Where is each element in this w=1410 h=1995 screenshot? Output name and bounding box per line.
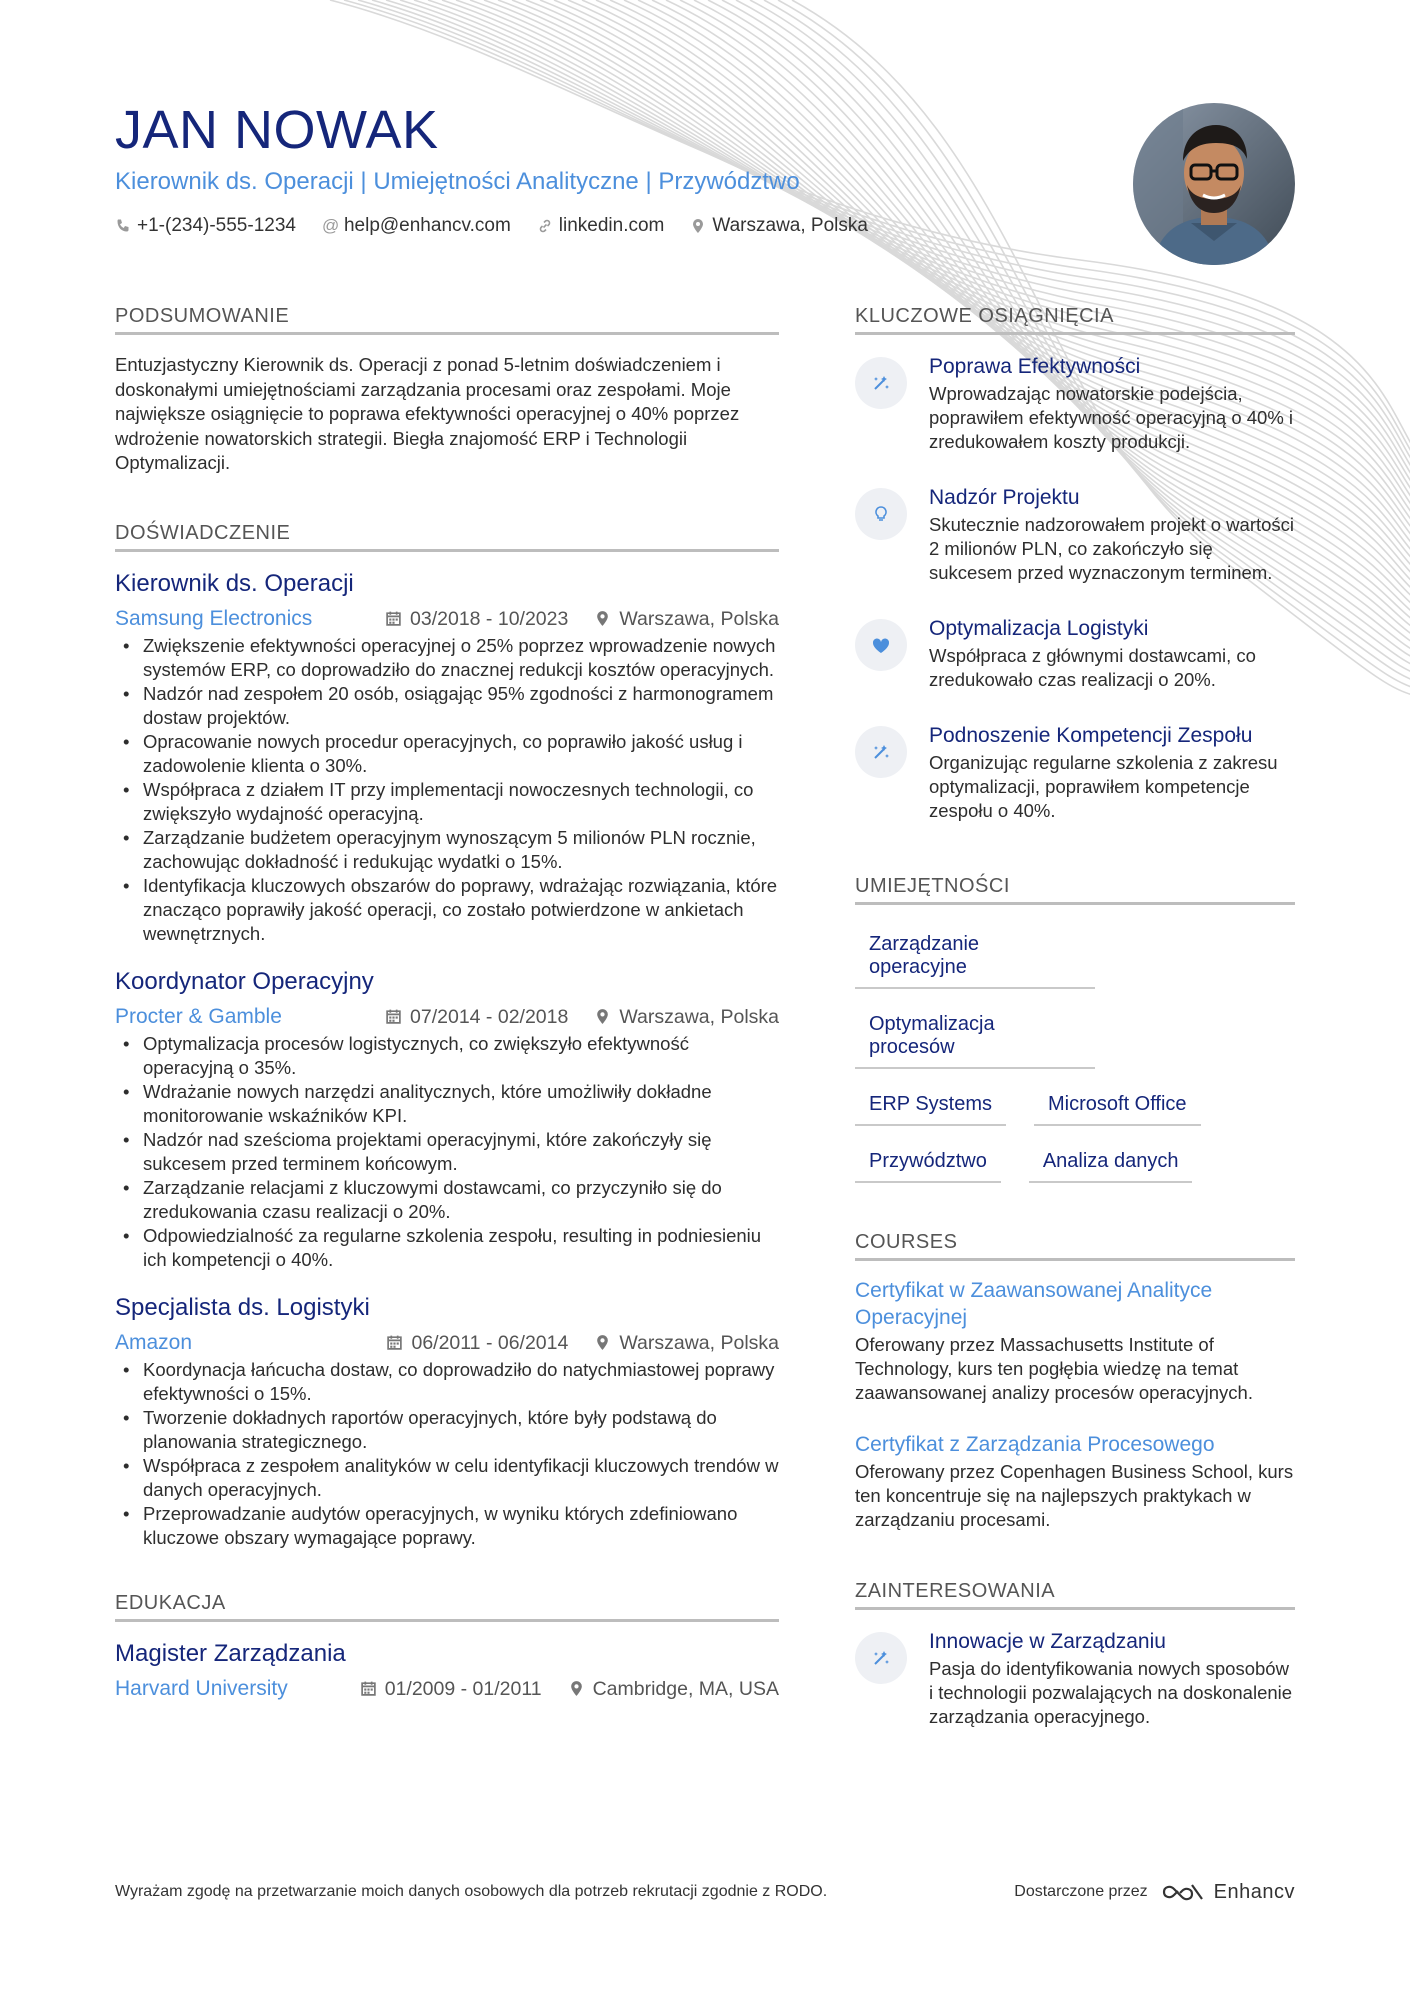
company-name: Procter & Gamble [115, 1004, 282, 1028]
interests-section-title: ZAINTERESOWANIA [855, 1580, 1295, 1610]
achievements-list [855, 353, 1295, 823]
skill-tag: Analiza danych [1029, 1144, 1193, 1183]
skills-list [855, 927, 1295, 1183]
skill-tag: Optymalizacja procesów [855, 1007, 1095, 1069]
job-dates-text: 07/2014 - 02/2018 [410, 1005, 569, 1028]
education-dates [360, 1676, 542, 1702]
job-bullet: • Zarządzanie budżetem operacyjnym wynoszącym 5 milionów PLN rocznie, zachowując dokładność i redukując wydatki o 15%. [115, 826, 779, 874]
at-icon: @ [321, 216, 340, 235]
job-dates [385, 1004, 568, 1030]
job-entry [115, 1292, 779, 1550]
job-bullet: • Nadzór nad sześcioma projektami operacyjnymi, które zakończyły się sukcesem przed terminem końcowym. [115, 1128, 779, 1176]
job-bullet: • Opracowanie nowych procedur operacyjnych, co poprawiło jakość usług i zadowolenie klienta o 30%. [115, 730, 779, 778]
achievements-desc: Skutecznie nadzorowałem projekt o wartości 2 milionów PLN, co zakończyło się sukcesem przed wyznaczonym terminem. [929, 514, 1295, 583]
achievements-desc: Współpraca z głównymi dostawcami, co zredukowało czas realizacji o 20%. [929, 645, 1256, 690]
job-bullet: • Wdrażanie nowych narzędzi analitycznych, które umożliwiły dokładne monitorowanie wskaźników KPI. [115, 1080, 779, 1128]
job-dates [385, 606, 568, 632]
location-pin-icon [594, 1008, 611, 1025]
job-meta [115, 606, 779, 632]
contact-location [690, 215, 868, 237]
skill-tag: Przywództwo [855, 1144, 1001, 1183]
location-pin-icon [690, 218, 706, 234]
courses-list [855, 1277, 1295, 1532]
job-bullet: • Optymalizacja procesów logistycznych, co zwiększyło efektywność operacyjną o 35%. [115, 1032, 779, 1080]
job-dates-text: 06/2011 - 06/2014 [411, 1331, 569, 1354]
lightbulb-icon [871, 504, 891, 524]
education-section-title: EDUKACJA [115, 1592, 779, 1622]
job-entry [115, 966, 779, 1272]
school-name: Harvard University [115, 1676, 288, 1700]
achievements-title: Optymalizacja Logistyki [929, 617, 1149, 640]
job-location-text: Warszawa, Polska [619, 607, 779, 630]
achievements-item [855, 484, 1295, 585]
experience-list [115, 568, 779, 1550]
resume-header [115, 95, 1115, 237]
company-name: Samsung Electronics [115, 606, 313, 630]
job-bullet: • Odpowiedzialność za regularne szkolenia zespołu, resulting in podniesieniu ich kompetencji o 40%. [115, 1224, 779, 1272]
course-entry [855, 1431, 1295, 1532]
job-bullet: • Nadzór nad zespołem 20 osób, osiągając 95% zgodności z harmonogramem dostaw projektów. [115, 682, 779, 730]
job-location [594, 1330, 779, 1356]
job-bullet: • Koordynacja łańcucha dostaw, co doprowadziło do natychmiastowej poprawy efektywności o 15%. [115, 1358, 779, 1406]
wand-icon-badge [855, 726, 907, 778]
phone-icon [115, 218, 131, 234]
achievements-title: Poprawa Efektywności [929, 355, 1141, 378]
job-meta [115, 1004, 779, 1030]
wand-icon-badge [855, 1632, 907, 1684]
location-pin-icon [594, 1334, 611, 1351]
job-bullet: • Współpraca z działem IT przy implementacji nowoczesnych technologii, co zwiększyło wydajność operacyjną. [115, 778, 779, 826]
achievements-title: Podnoszenie Kompetencji Zespołu [929, 724, 1253, 747]
job-bullet: • Przeprowadzanie audytów operacyjnych, w wyniku których zdefiniowano kluczowe obszary wymagające poprawy. [115, 1502, 779, 1550]
job-bullets [115, 634, 779, 946]
powered-by[interactable] [1014, 1880, 1295, 1904]
education-dates-text: 01/2009 - 01/2011 [384, 1677, 542, 1700]
achievements-item [855, 722, 1295, 823]
job-title: Kierownik ds. Operacji [115, 569, 354, 597]
job-dates [386, 1330, 568, 1356]
left-column [115, 305, 779, 1702]
contact-email[interactable] [322, 215, 511, 237]
contact-row [115, 215, 1115, 237]
job-dates-text: 03/2018 - 10/2023 [410, 607, 569, 630]
achievements-item [855, 615, 1295, 692]
achievements-section-title: KLUCZOWE OSIĄGNIĘCIA [855, 305, 1295, 335]
education-meta [115, 1676, 779, 1702]
calendar-icon [360, 1680, 377, 1697]
interests-item [855, 1628, 1295, 1729]
job-bullet: • Zarządzanie relacjami z kluczowymi dostawcami, co przyczyniło się do zredukowania czasu realizacji o 20%. [115, 1176, 779, 1224]
location-pin-icon [568, 1680, 585, 1697]
candidate-headline: Kierownik ds. Operacji | Umiejętności Analityczne | Przywództwo [115, 168, 800, 195]
education-location-text: Cambridge, MA, USA [592, 1677, 779, 1700]
location-pin-icon [594, 610, 611, 627]
phone-text: +1-(234)-555-1234 [137, 215, 296, 236]
brand-logo [1160, 1880, 1295, 1904]
job-bullets [115, 1032, 779, 1272]
infinity-logo-icon [1160, 1880, 1206, 1904]
courses-section-title: COURSES [855, 1231, 1295, 1261]
achievements-title: Nadzór Projektu [929, 486, 1080, 509]
calendar-icon [385, 610, 402, 627]
job-location-text: Warszawa, Polska [619, 1005, 779, 1028]
education-location [568, 1676, 779, 1702]
education-entry [115, 1638, 779, 1702]
wand-icon [870, 372, 892, 394]
summary-text: Entuzjastyczny Kierownik ds. Operacji z ponad 5-letnim doświadczeniem i doskonałymi umiejętnościami zarządzania procesami oraz zespołami. Moje największe osiągnięcie to poprawa efektywności operacyjnej o 40% poprzez wdrożenie nowatorskich strategii. Biegła znajomość ERP i Technologii Optymalizacji. [115, 354, 740, 473]
powered-by-label: Dostarczone przez [1014, 1883, 1148, 1900]
job-bullets [115, 1358, 779, 1550]
achievements-item [855, 353, 1295, 454]
right-column [855, 305, 1295, 1729]
achievements-desc: Organizując regularne szkolenia z zakresu optymalizacji, poprawiłem kompetencje zespołu o 40%. [929, 752, 1278, 821]
job-entry [115, 568, 779, 946]
job-title: Specjalista ds. Logistyki [115, 1293, 370, 1321]
interests-desc: Pasja do identyfikowania nowych sposobów i technologii pozwalających na doskonalenie zarządzania operacyjnego. [929, 1658, 1293, 1727]
brand-name: Enhancv [1213, 1880, 1295, 1903]
linkedin-text: linkedin.com [558, 215, 665, 236]
consent-text: Wyrażam zgodę na przetwarzanie moich danych osobowych dla potrzeb rekrutacji zgodnie z RODO. [115, 1883, 828, 1900]
job-title: Koordynator Operacyjny [115, 967, 374, 995]
achievements-desc: Wprowadzając nowatorskie podejścia, poprawiłem efektywność operacyjną o 40% i zredukowałem koszty produkcji. [929, 383, 1294, 452]
calendar-icon [386, 1334, 403, 1351]
course-title[interactable]: Certyfikat z Zarządzania Procesowego [855, 1433, 1215, 1456]
course-entry [855, 1277, 1295, 1405]
lightbulb-icon-badge [855, 488, 907, 540]
interests-title: Innowacje w Zarządzaniu [929, 1630, 1166, 1653]
skill-tag: Microsoft Office [1034, 1087, 1201, 1126]
interests-list [855, 1628, 1295, 1729]
wand-icon-badge [855, 357, 907, 409]
course-desc: Oferowany przez Copenhagen Business School, kurs ten koncentruje się na najlepszych praktykach w zarządzaniu procesami. [855, 1461, 1294, 1530]
job-bullet: • Zwiększenie efektywności operacyjnej o 25% poprzez wprowadzenie nowych systemów ERP, co doprowadziło do znacznej redukcji kosztów operacyjnych. [115, 634, 779, 682]
skills-section-title: UMIEJĘTNOŚCI [855, 875, 1295, 905]
course-title[interactable]: Certyfikat w Zaawansowanej Analityce Operacyjnej [855, 1279, 1213, 1329]
job-location [594, 1004, 779, 1030]
contact-phone[interactable] [115, 215, 296, 237]
heart-icon-badge [855, 619, 907, 671]
wand-icon [870, 1647, 892, 1669]
job-bullet: • Współpraca z zespołem analityków w celu identyfikacji kluczowych trendów w danych operacyjnych. [115, 1454, 779, 1502]
email-text: help@enhancv.com [343, 215, 511, 236]
job-meta [115, 1330, 779, 1356]
wand-icon [870, 741, 892, 763]
job-bullet: • Tworzenie dokładnych raportów operacyjnych, które były podstawą do planowania strategicznego. [115, 1406, 779, 1454]
experience-section-title: DOŚWIADCZENIE [115, 522, 779, 552]
contact-linkedin[interactable] [537, 215, 665, 237]
job-location-text: Warszawa, Polska [619, 1331, 779, 1354]
job-bullet: • Identyfikacja kluczowych obszarów do poprawy, wdrażając rozwiązania, które znacząco poprawiły jakość operacji, co zostało potwierdzone w ankietach wewnętrznych. [115, 874, 779, 946]
summary-section-title: PODSUMOWANIE [115, 305, 779, 335]
location-text: Warszawa, Polska [712, 215, 868, 236]
company-name: Amazon [115, 1330, 193, 1354]
skill-tag: ERP Systems [855, 1087, 1006, 1126]
footer [115, 1880, 1295, 1904]
calendar-icon [385, 1008, 402, 1025]
candidate-name: JAN NOWAK [115, 100, 439, 160]
job-location [594, 606, 779, 632]
degree-title: Magister Zarządzania [115, 1639, 346, 1667]
course-desc: Oferowany przez Massachusetts Institute of Technology, kurs ten pogłębia wiedzę na temat zaawansowanej analizy procesów operacyjnych. [855, 1334, 1253, 1403]
link-icon [537, 218, 553, 234]
profile-photo [1133, 103, 1295, 265]
skill-tag: Zarządzanie operacyjne [855, 927, 1095, 989]
heart-icon [870, 634, 892, 656]
